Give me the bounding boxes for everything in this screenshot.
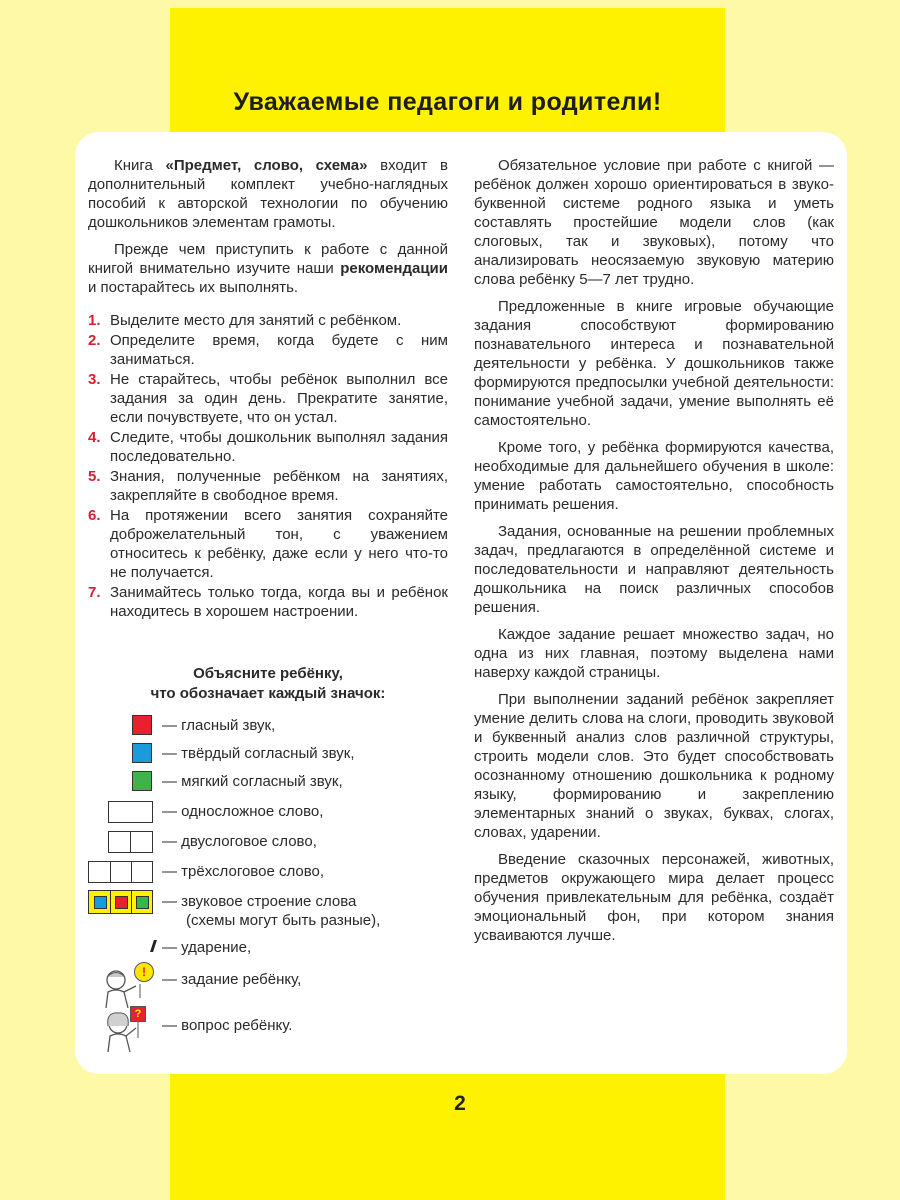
legend-title-line-1: Объясните ребёнку, <box>193 665 343 682</box>
two-syllable-box-icon <box>108 831 153 853</box>
right-paragraph: Обязательное условие при работе с книгой — ребёнок должен хорошо ориентироваться в звуко-буквенной системе родного языка и уметь составлять простейшие модели слов (как слоговых, так и звуковых), потому что анализировать неосязаемую звуковую материю слова ребёнку 5—7 лет трудно. <box>474 157 834 288</box>
legend-text: — трёхслоговое слово, <box>162 863 325 880</box>
list-number: 2. <box>88 332 101 349</box>
p2-rest: и постарайтесь их выполнять. <box>88 279 299 296</box>
blue-square-icon <box>132 743 152 763</box>
legend-text: — твёрдый согласный звук, <box>162 745 355 762</box>
three-syllable-box-icon <box>88 861 153 883</box>
list-item <box>88 370 448 427</box>
list-number: 1. <box>88 312 101 329</box>
sound-scheme-icon <box>88 890 153 914</box>
list-text: На протяжении всего занятия сохраняйте доброжелательный тон, с уважением относитесь к ребёнку, даже если у него что-то не получается. <box>110 507 448 581</box>
exclamation-badge-icon: ! <box>134 962 154 982</box>
legend-text: — звуковое строение слова <box>162 893 357 910</box>
page-title: Уважаемые педагоги и родители! <box>233 88 662 116</box>
list-number: 7. <box>88 584 101 601</box>
list-text: Знания, полученные ребёнком на занятиях, закрепляйте в свободное время. <box>110 468 448 504</box>
right-column <box>474 156 834 953</box>
legend-heading <box>88 664 448 704</box>
list-item <box>88 428 448 466</box>
green-square-icon <box>132 771 152 791</box>
legend-text: — гласный звук, <box>162 717 276 734</box>
list-item <box>88 583 448 621</box>
legend-text: — двуслоговое слово, <box>162 833 317 850</box>
p2-prefix: Прежде чем приступить к работе с данной книгой внимательно изучите наши <box>88 241 448 277</box>
red-square-icon <box>132 715 152 735</box>
right-paragraph: Предложенные в книге игровые обучающие задания способствуют формированию познавательного интереса и познавательной деятельности у ребёнка. У дошкольников также формируются предпосылки учебной деятельности: понимание учебной задачи, умение выполнять её самостоятельно. <box>474 298 834 429</box>
right-paragraph: Задания, основанные на решении проблемных задач, предлагаются в определённой системе и последовательности и направляют деятельность дошкольника на поиск различных способов решения. <box>474 523 834 616</box>
legend-text: — односложное слово, <box>162 803 324 820</box>
right-paragraph: Введение сказочных персонажей, животных, предметов окружающего мира делает процесс обучения привлекательным для ребёнка, создаёт эмоциональный фон, при котором знания усваиваются лучше. <box>474 851 834 944</box>
list-item <box>88 311 448 330</box>
list-text: Занимайтесь только тогда, когда вы и ребёнок находитесь в хорошем настроении. <box>110 584 448 620</box>
list-item <box>88 467 448 505</box>
book-title: «Предмет, слово, схема» <box>165 157 368 174</box>
right-paragraph: Каждое задание решает множество задач, но одна из них главная, поэтому выделена нами наверху каждой страницы. <box>474 626 834 681</box>
list-text: Не старайтесь, чтобы ребёнок выполнил все задания за один день. Прекратите занятие, если почувствуете, что он устал. <box>110 371 448 426</box>
legend-text: (схемы могут быть разные), <box>186 912 381 929</box>
legend-text: — мягкий согласный звук, <box>162 773 343 790</box>
page-number: 2 <box>454 1092 466 1115</box>
intro-paragraph <box>88 156 448 232</box>
left-column <box>88 156 448 622</box>
right-paragraph: Кроме того, у ребёнка формируются качества, необходимые для дальнейшего обучения в школе: умение работать самостоятельно, способность принимать решения. <box>474 439 834 513</box>
recommendation-paragraph <box>88 240 448 297</box>
intro-prefix: Книга <box>114 157 166 174</box>
right-paragraph: При выполнении заданий ребёнок закрепляет умение делить слова на слоги, проводить звуковой и буквенный анализ слов различной структуры, строить модели слов. Это будет способствовать осознанному отношению дошкольника к родному языку, формированию и закреплению элементарных знаний о звуках, буквах, слогах, словах, ударении. <box>474 691 834 841</box>
legend-text: — задание ребёнку, <box>162 971 302 988</box>
list-item <box>88 506 448 582</box>
intro-rest: входит в дополнительный комплект учебно-наглядных пособий к авторской технологии по обучению дошкольников элементам грамоты. <box>88 157 448 231</box>
legend-text: — ударение, <box>162 939 252 956</box>
list-number: 4. <box>88 429 101 446</box>
list-text: Следите, чтобы дошкольник выполнял задания последовательно. <box>110 429 448 465</box>
list-item <box>88 331 448 369</box>
list-number: 6. <box>88 507 101 524</box>
question-flag-icon: ? <box>130 1006 146 1022</box>
list-text: Выделите место для занятий с ребёнком. <box>110 312 402 329</box>
one-syllable-box-icon <box>108 801 153 823</box>
list-number: 5. <box>88 468 101 485</box>
recommendation-list <box>88 311 448 621</box>
recommendations-word: рекомендации <box>340 260 448 277</box>
legend-title-line-2: что обозначает каждый значок: <box>150 685 386 702</box>
list-number: 3. <box>88 371 101 388</box>
legend-text: — вопрос ребёнку. <box>162 1017 293 1034</box>
list-text: Определите время, когда будете с ним заниматься. <box>110 332 448 368</box>
